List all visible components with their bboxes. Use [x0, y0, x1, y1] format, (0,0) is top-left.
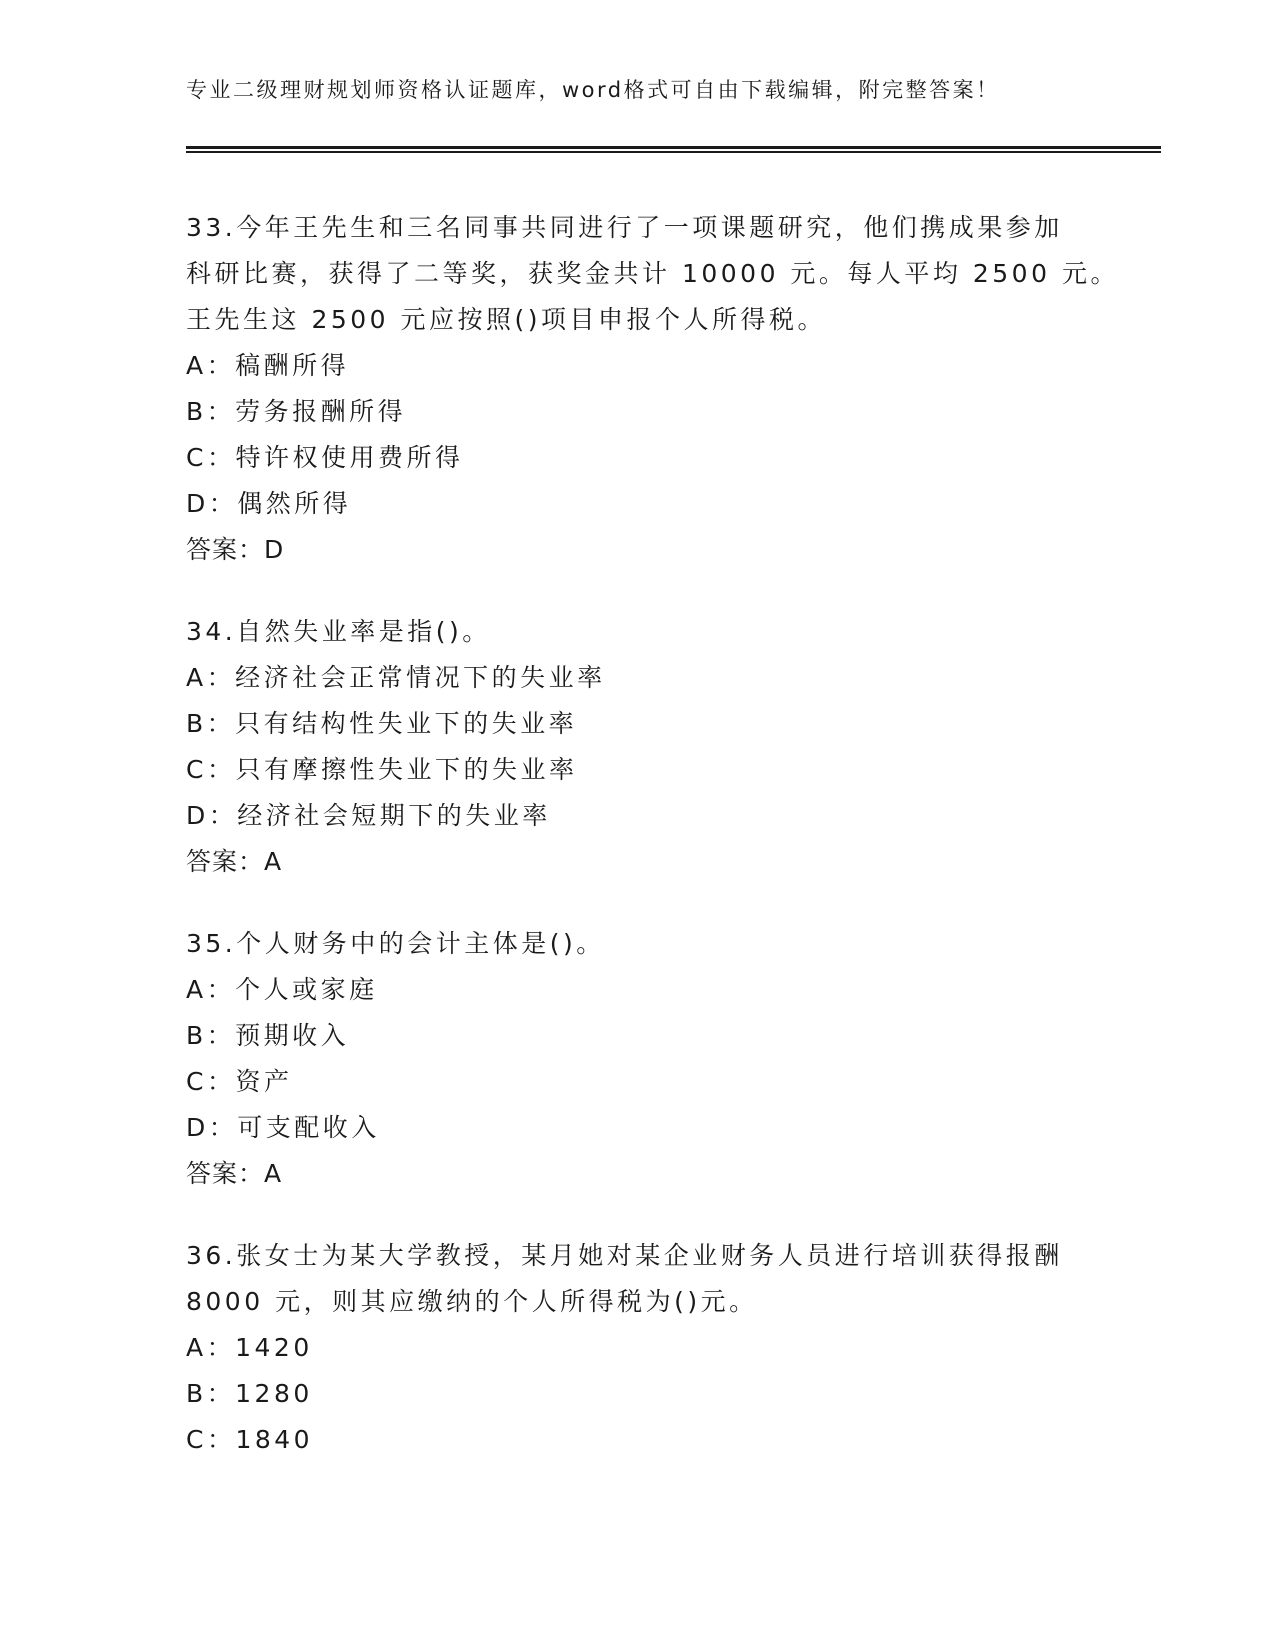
option-c: C：只有摩擦性失业下的失业率 [186, 755, 578, 784]
option-d: D：偶然所得 [186, 489, 352, 518]
question-stem-line: 王先生这 2500 元应按照()项目申报个人所得税。 [186, 305, 827, 334]
answer-text: 答案：A [186, 847, 283, 876]
question-stem-line: 36.张女士为某大学教授，某月她对某企业财务人员进行培训获得报酬 [186, 1241, 1063, 1270]
option-a: A：个人或家庭 [186, 975, 378, 1004]
option-d: D：经济社会短期下的失业率 [186, 801, 551, 830]
option-a: A：1420 [186, 1333, 313, 1362]
question-stem-line: 8000 元，则其应缴纳的个人所得税为()元。 [186, 1287, 758, 1316]
question-stem-line: 科研比赛，获得了二等奖，获奖金共计 10000 元。每人平均 2500 元。 [186, 259, 1119, 288]
option-b: B：预期收入 [186, 1021, 350, 1050]
option-b: B：只有结构性失业下的失业率 [186, 709, 578, 738]
header-rule-thin [186, 151, 1161, 153]
page-header: 专业二级理财规划师资格认证题库，word格式可自由下载编辑，附完整答案！ [186, 78, 1000, 102]
question-36 [186, 1233, 1086, 1463]
question-34 [186, 609, 1086, 885]
question-list [186, 205, 1119, 1499]
option-c: C：特许权使用费所得 [186, 443, 464, 472]
option-b: B：1280 [186, 1379, 313, 1408]
option-a: A：稿酬所得 [186, 351, 350, 380]
answer-text: 答案：A [186, 1159, 283, 1188]
option-b: B：劳务报酬所得 [186, 397, 407, 426]
question-33 [186, 205, 1119, 573]
answer-text: 答案：D [186, 535, 285, 564]
option-d: D：可支配收入 [186, 1113, 380, 1142]
question-stem-line: 34.自然失业率是指()。 [186, 617, 491, 646]
question-35 [186, 921, 1086, 1197]
option-a: A：经济社会正常情况下的失业率 [186, 663, 606, 692]
question-stem-line: 33.今年王先生和三名同事共同进行了一项课题研究，他们携成果参加 [186, 213, 1063, 242]
option-c: C：1840 [186, 1425, 314, 1454]
option-c: C：资产 [186, 1067, 293, 1096]
header-rule-thick [186, 146, 1161, 149]
question-stem-line: 35.个人财务中的会计主体是()。 [186, 929, 605, 958]
